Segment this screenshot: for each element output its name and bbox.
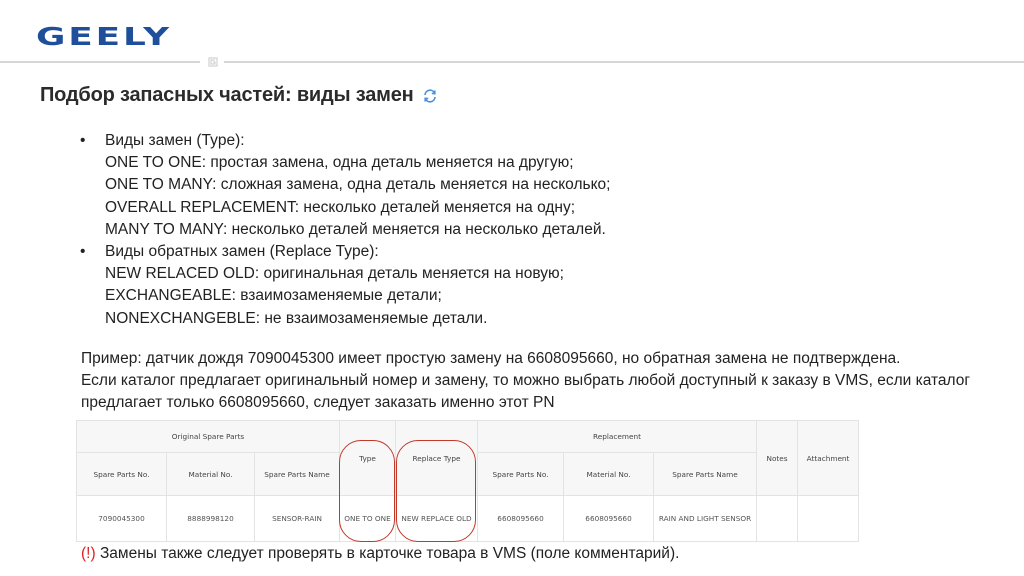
bullet-line: EXCHANGEABLE: взаимозаменяемые детали; [105,287,442,305]
list-item [80,130,610,241]
cell-repl-material-no: 6608095660 [564,496,654,542]
cell-notes [757,496,798,542]
col-repl-part-no: Spare Parts No. [478,453,564,496]
refresh-icon [422,88,438,104]
group-replacement: Replacement [478,421,757,453]
bullet-icon: • [80,132,86,149]
warning-mark: (!) [81,545,96,562]
cell-orig-name: SENSOR-RAIN [255,496,340,542]
col-attachment: Attachment [798,421,859,496]
cell-orig-material-no: 8888998120 [167,496,255,542]
group-original-spare-parts: Original Spare Parts [77,421,340,453]
example-line: Пример: датчик дождя 7090045300 имеет простую замену на 6608095660, но обратная замена не подтверждена. [81,350,901,367]
bullet-icon: • [80,243,86,261]
header-divider-mark-icon [206,57,220,67]
col-type: Type [340,421,396,496]
col-orig-material-no: Material No. [167,453,255,496]
bullet-line: NEW RELACED OLD: оригинальная деталь меняется на новую; [105,265,564,283]
page-title-text: Подбор запасных частей: виды замен [40,84,414,106]
example-line: Если каталог предлагает оригинальный номер и замену, то можно выбрать любой доступный к заказу в VMS, если каталог [81,372,971,390]
cell-attachment [798,496,859,542]
geely-logo [36,24,174,48]
bullet-line: OVERALL REPLACEMENT: несколько деталей меняется на одну; [105,198,576,216]
cell-repl-part-no: 6608095660 [478,496,564,542]
bullet-line: MANY TO MANY: несколько деталей меняется на несколько деталей. [105,220,606,238]
header-divider [0,61,1024,64]
table-row [77,496,859,542]
list-item [80,241,610,330]
bullet-line: Виды замен (Type): [105,132,245,149]
replacement-types-list [80,130,610,330]
cell-orig-part-no: 7090045300 [77,496,167,542]
col-repl-part-name: Spare Parts Name [654,453,757,496]
page-title [40,84,438,107]
col-orig-part-name: Spare Parts Name [255,453,340,496]
cell-replace-type: NEW REPLACE OLD [396,496,478,542]
col-notes: Notes [757,421,798,496]
col-orig-part-no: Spare Parts No. [77,453,167,496]
example-line: предлагает только 6608095660, следует заказать именно этот PN [81,394,555,412]
cell-repl-name: RAIN AND LIGHT SENSOR [654,496,757,542]
bullet-line: ONE TO MANY: сложная замена, одна деталь меняется на несколько; [105,176,611,194]
footnote-text: Замены также следует проверять в карточке товара в VMS (поле комментарий). [95,545,680,562]
cell-type: ONE TO ONE [340,496,396,542]
bullet-line: Виды обратных замен (Replace Type): [105,243,379,261]
spare-parts-table [76,420,859,542]
footnote [81,543,679,565]
bullet-line: NONEXCHANGEBLE: не взаимозаменяемые детали. [105,309,488,327]
bullet-line: ONE TO ONE: простая замена, одна деталь меняется на другую; [105,154,574,172]
col-replace-type: Replace Type [396,421,478,496]
spare-parts-table-wrapper [76,420,858,542]
example-paragraph [81,348,1011,415]
logo-text: GEELY [36,24,172,48]
col-repl-material-no: Material No. [564,453,654,496]
